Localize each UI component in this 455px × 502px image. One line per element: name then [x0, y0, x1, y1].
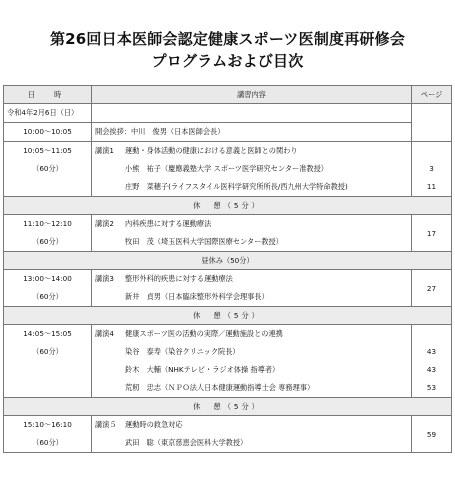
lecture2-number: 講演2: [95, 219, 114, 228]
lecture2-row: [4, 215, 452, 252]
lecture4-duration: （60分）: [32, 347, 63, 356]
lecture1-title: 運動・身体活動の健康における意義と医師との関わり: [125, 146, 298, 155]
table-header-row: [4, 86, 452, 104]
lecture1-duration: （60分）: [32, 164, 63, 173]
lecture5-page: 59: [412, 416, 452, 453]
lecture2-duration: （60分）: [32, 237, 63, 246]
lecture1-time: 10:05～11:05: [23, 146, 72, 155]
break3-label: 休 憩（5分）: [4, 398, 452, 416]
greeting-time: 10:00～10:05: [4, 123, 92, 142]
break2-row: [4, 307, 452, 325]
lecture3-title: 整形外科的疾患に対する運動療法: [125, 274, 233, 283]
lecture5-speaker: 武田 聡（東京慈恵会医科大学教授）: [125, 438, 248, 447]
lecture4-speaker-1: 染谷 泰寿（染谷クリニック院長）: [125, 347, 240, 356]
lecture2-time: 11:10～12:10: [23, 219, 72, 228]
document-title: 第26回日本医師会認定健康スポーツ医制度再研修会: [49, 30, 406, 48]
lecture3-time: 13:00～14:00: [23, 274, 72, 283]
lecture4-speaker-3: 荒籾 忠志（ＮＰＯ法人日本健康運動指導士会 専務理事）: [125, 383, 315, 392]
lecture5-time: 15:10～16:10: [23, 420, 72, 429]
lecture4-title: 健康スポーツ医の活動の実際／運動施設との連携: [125, 329, 283, 338]
lecture1-speaker-2: 庄野 菜穂子(ライフスタイル医科学研究所所長/西九州大学特命教授): [125, 182, 348, 191]
break1-row: [4, 197, 452, 215]
lecture4-speaker-2: 鈴木 大輔（NHKテレビ・ラジオ体操 指導者）: [125, 365, 280, 374]
lecture1-row: [4, 142, 452, 197]
program-table: [3, 85, 452, 453]
lecture1-page-1: 3: [429, 164, 434, 173]
greeting-row: [4, 123, 452, 142]
lecture3-number: 講演3: [95, 274, 114, 283]
lecture2-speaker: 牧田 茂（埼玉医科大学国際医療センター教授）: [125, 237, 283, 246]
lecture4-page-3: 53: [426, 383, 437, 392]
lecture1-speaker-1: 小熊 祐子（慶應義塾大学 スポーツ医学研究センター准教授）: [125, 164, 328, 173]
header-page: ページ: [412, 86, 452, 104]
break1-label: 休 憩（5分）: [4, 197, 452, 215]
lunch-row: [4, 252, 452, 270]
date-cell: 令和4年2月6日（日）: [4, 104, 92, 123]
lecture5-duration: （60分）: [32, 438, 63, 447]
lecture4-time: 14:05～15:05: [23, 329, 72, 338]
lecture4-page-1: 43: [426, 347, 437, 356]
lecture4-row: [4, 325, 452, 398]
header-content: 講習内容: [92, 86, 412, 104]
greeting-text: 開会挨拶：中川 俊男（日本医師会長）: [92, 123, 412, 142]
break2-label: 休 憩（5分）: [4, 307, 452, 325]
lecture1-number: 講演1: [95, 146, 114, 155]
lecture3-page: 27: [412, 270, 452, 307]
lecture4-number: 講演4: [95, 329, 114, 338]
lecture3-speaker: 新井 貞男（日本臨床整形外科学会理事長）: [125, 292, 269, 301]
lecture3-duration: （60分）: [32, 292, 63, 301]
lecture2-title: 内科疾患に対する運動療法: [125, 219, 212, 228]
document-subtitle: プログラムおよび目次: [151, 52, 304, 70]
lecture1-page-2: 11: [426, 182, 437, 191]
break3-row: [4, 398, 452, 416]
lecture5-row: [4, 416, 452, 453]
lecture5-number: 講演５: [95, 420, 117, 429]
lecture2-page: 17: [412, 215, 452, 252]
date-row: [4, 104, 452, 123]
lunch-label: 昼休み（50分）: [4, 252, 452, 270]
lecture4-page-2: 43: [426, 365, 437, 374]
lecture5-title: 運動時の救急対応: [125, 420, 183, 429]
lecture3-row: [4, 270, 452, 307]
header-datetime: 日 時: [4, 86, 92, 104]
